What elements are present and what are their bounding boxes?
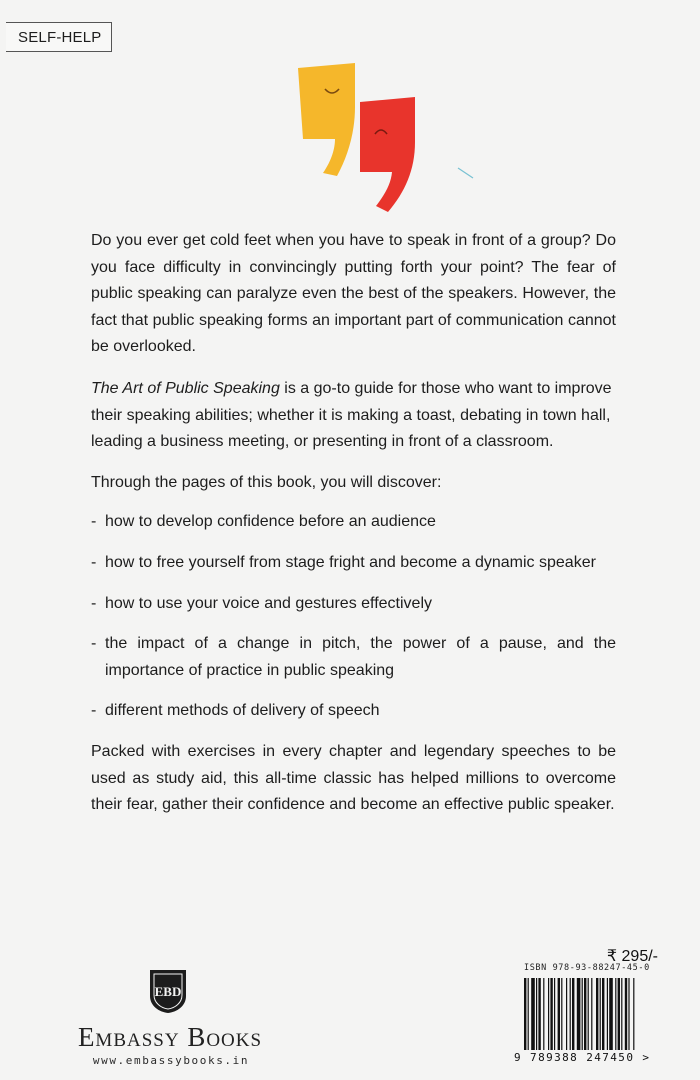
list-item: - how to develop confidence before an audience — [91, 509, 616, 536]
barcode-bars-icon — [518, 976, 690, 1060]
stray-mark-icon — [456, 166, 476, 180]
barcode-digits: 9 789388 247450 > — [514, 1051, 651, 1064]
description-paragraph — [91, 376, 616, 456]
book-title: The Art of Public Speaking — [91, 379, 280, 397]
speech-quote-logo-icon — [295, 60, 420, 212]
price-label: ₹ 295/- — [606, 948, 658, 965]
genre-label: SELF-HELP — [6, 22, 112, 52]
back-cover-blurb — [91, 228, 616, 819]
publisher-emblem-icon — [144, 966, 192, 1014]
publisher-block — [72, 966, 268, 1070]
yellow-quote-shape — [298, 63, 355, 176]
isbn-barcode — [512, 963, 697, 1071]
isbn-text: ISBN 978-93-88247-45-0 — [524, 963, 650, 973]
list-lead: Through the pages of this book, you will discover: — [91, 473, 442, 491]
discovery-list — [91, 509, 616, 725]
publisher-name: Embassy Books — [77, 1022, 263, 1052]
closing-paragraph: Packed with exercises in every chapter and legendary speeches to be used as study aid, this all-time classic has helped millions to overcome their fear, gather their confidence and become an effective public speaker. — [91, 742, 616, 814]
emblem-letters: EBD — [154, 984, 182, 999]
list-item: - different methods of delivery of speech — [91, 698, 616, 725]
description-text: is a go-to guide for those who want to improve their speaking abilities; whether it is making a toast, debating in town hall, leading a business meeting, or presenting in front of a classroom. — [91, 379, 612, 451]
publisher-url: www.embassybooks.in — [92, 1054, 250, 1067]
list-item: - how to use your voice and gestures effectively — [91, 591, 616, 618]
intro-paragraph: Do you ever get cold feet when you have to speak in front of a group? Do you face difficulty in convincingly putting forth your point? The fear of public speaking can paralyze even the best of the speakers. However, the fact that public speaking forms an important part of communication cannot be overlooked. — [91, 232, 616, 356]
list-item: - the impact of a change in pitch, the power of a pause, and the importance of practice in public speaking — [91, 631, 616, 684]
red-quote-shape — [360, 97, 415, 212]
list-item: - how to free yourself from stage fright and become a dynamic speaker — [91, 550, 616, 577]
